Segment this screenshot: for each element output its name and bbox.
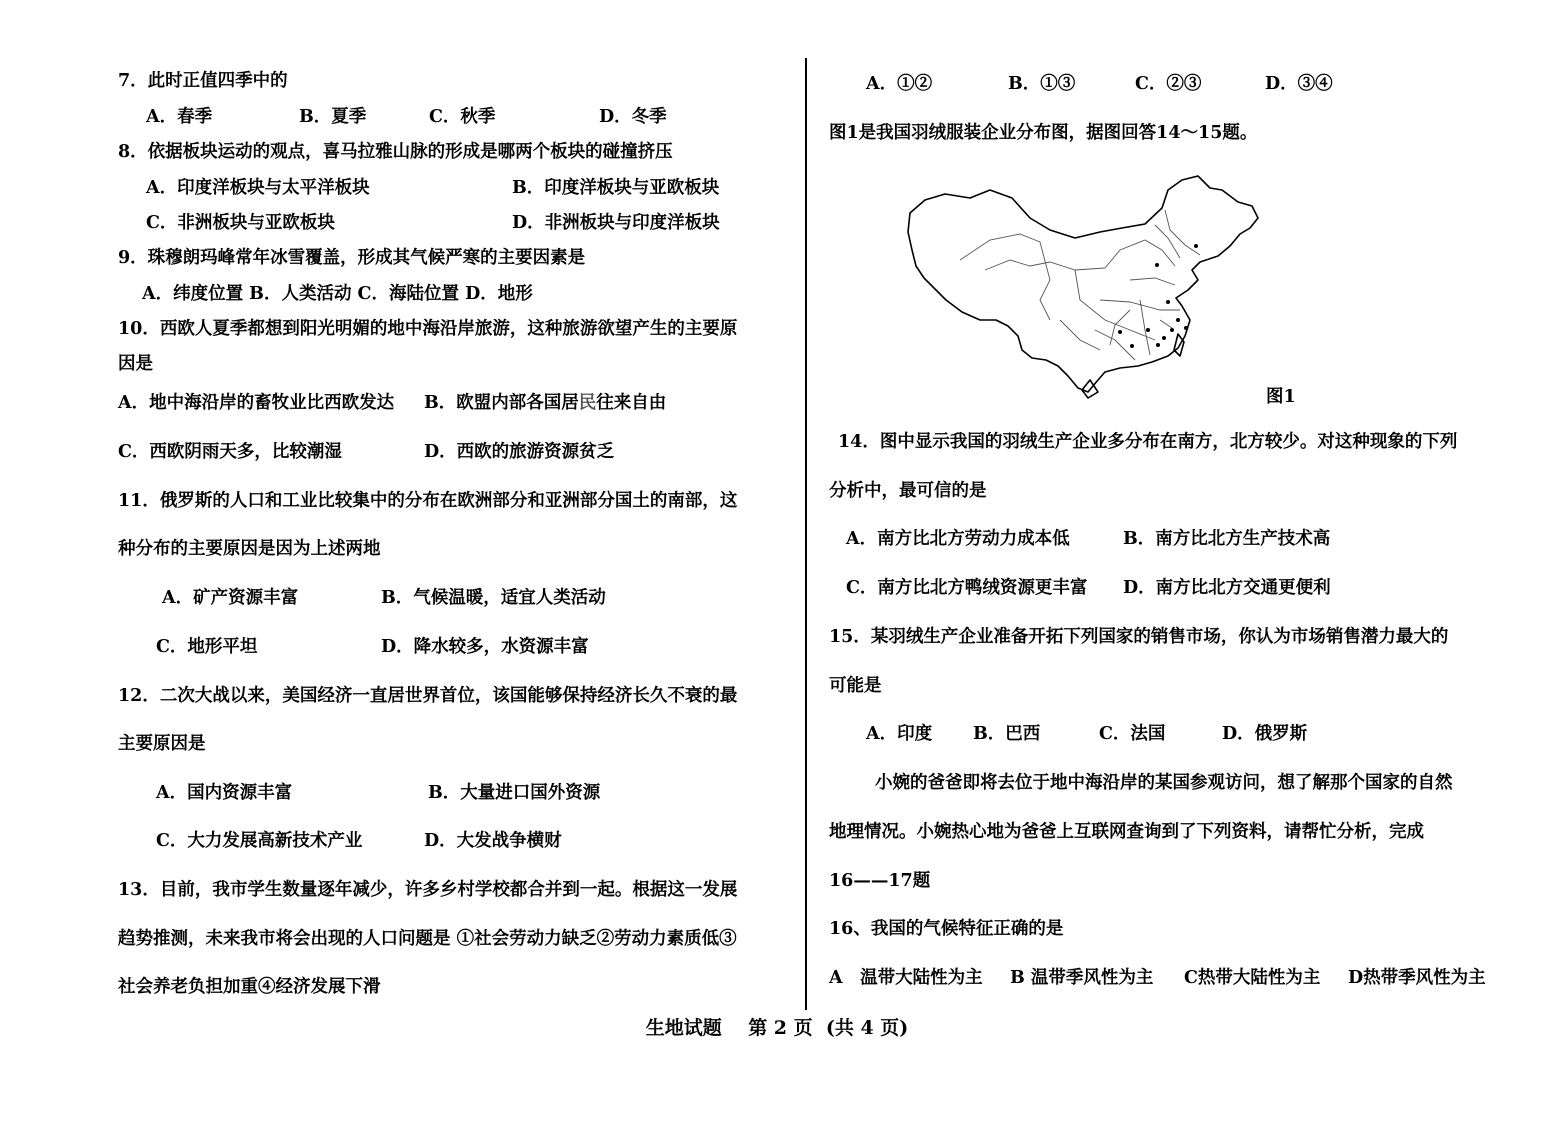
q10-option-c: C．西欧阴雨天多，比较潮湿: [118, 442, 342, 462]
q13-option-b: B．①③: [1008, 74, 1076, 94]
q16-stem: 16、我国的气候特征正确的是: [829, 919, 1064, 939]
q14-intro: 图1是我国羽绒服装企业分布图，据图回答14～15题。: [829, 123, 1258, 143]
q16-option-a: A 温带大陆性为主: [829, 968, 983, 988]
q15-option-b: B．巴西: [973, 724, 1041, 744]
q11-option-a: A．矿产资源丰富: [162, 588, 299, 608]
q15-stem-line2: 可能是: [829, 676, 882, 696]
q11-option-c: C．地形平坦: [156, 637, 258, 657]
q7-stem: 7．此时正值四季中的: [118, 71, 288, 91]
q12-stem-line2: 主要原因是: [118, 734, 206, 754]
q12-option-c: C．大力发展高新技术产业: [156, 831, 363, 851]
q7-option-b: B．夏季: [299, 107, 367, 127]
q11-stem-line2: 种分布的主要原因是因为上述两地: [118, 539, 381, 559]
q12-stem-line1: 12．二次大战以来，美国经济一直居世界首位，该国能够保持经济长久不衰的最: [118, 686, 738, 706]
q10-option-d: D．西欧的旅游资源贫乏: [424, 442, 615, 462]
q16-intro-line1: 小婉的爸爸即将去位于地中海沿岸的某国参观访问，想了解那个国家的自然: [875, 773, 1453, 793]
q8-option-b: B．印度洋板块与亚欧板块: [512, 178, 720, 198]
q12-option-b: B．大量进口国外资源: [428, 783, 601, 803]
q16-intro-line2: 地理情况。小婉热心地为爸爸上互联网查询到了下列资料，请帮忙分析，完成: [829, 822, 1424, 842]
q16-option-c: C热带大陆性为主: [1184, 968, 1321, 988]
q16-option-b: B 温带季风性为主: [1010, 968, 1154, 988]
q10-option-b-part3: 往来自由: [596, 393, 667, 413]
q12-option-d: D．大发战争横财: [424, 831, 562, 851]
column-divider: [805, 58, 807, 1010]
q9-stem: 9．珠穆朗玛峰常年冰雪覆盖，形成其气候严寒的主要因素是: [118, 248, 586, 268]
q13-option-c: C．②③: [1135, 74, 1202, 94]
q13-option-d: D．③④: [1265, 74, 1333, 94]
q14-option-d: D．南方比北方交通更便利: [1123, 578, 1331, 598]
q14-stem-line2: 分析中，最可信的是: [829, 481, 987, 501]
q15-option-c: C．法国: [1099, 724, 1166, 744]
q16-option-d: D热带季风性为主: [1348, 968, 1486, 988]
q15-option-a: A．印度: [866, 724, 933, 744]
q8-option-a: A．印度洋板块与太平洋板块: [146, 178, 370, 198]
q14-option-b: B．南方比北方生产技术高: [1123, 529, 1331, 549]
q8-option-d: D．非洲板块与印度洋板块: [512, 213, 720, 233]
q10-option-a: A．地中海沿岸的畜牧业比西欧发达: [118, 393, 395, 413]
footer-subject: 生地试题: [645, 1017, 722, 1039]
q8-option-c: C．非洲板块与亚欧板块: [146, 213, 335, 233]
q14-option-a: A．南方比北方劳动力成本低: [846, 529, 1070, 549]
q15-stem-line1: 15．某羽绒生产企业准备开拓下列国家的销售市场，你认为市场销售潜力最大的: [829, 627, 1449, 647]
q8-stem: 8．依据板块运动的观点，喜马拉雅山脉的形成是哪两个板块的碰撞挤压: [118, 142, 673, 162]
q10-stem-line1: 10．西欧人夏季都想到阳光明媚的地中海沿岸旅游，这种旅游欲望产生的主要原: [118, 319, 738, 339]
q7-option-c: C．秋季: [429, 107, 496, 127]
q15-option-d: D．俄罗斯: [1222, 724, 1308, 744]
q9-options: A．纬度位置 B．人类活动 C．海陆位置 D．地形: [142, 284, 533, 304]
q10-option-b: [424, 392, 666, 414]
china-map-figure: [900, 170, 1262, 402]
q11-option-d: D．降水较多，水资源丰富: [381, 637, 589, 657]
footer-page-number: 第 2 页 (共 4 页): [748, 1017, 909, 1039]
q13-stem-line1: 13．目前，我市学生数量逐年减少，许多乡村学校都合并到一起。根据这一发展: [118, 880, 738, 900]
q13-stem-line3: 社会养老负担加重④经济发展下滑: [118, 977, 381, 997]
q14-stem-line1: 14．图中显示我国的羽绒生产企业多分布在南方，北方较少。对这种现象的下列: [838, 432, 1458, 452]
page-footer: [0, 1016, 1554, 1040]
q7-option-a: A．春季: [146, 107, 213, 127]
q10-stem-line2: 因是: [118, 354, 153, 374]
q16-intro-line3: 16——17题: [829, 871, 931, 891]
q12-option-a: A．国内资源丰富: [156, 783, 293, 803]
q10-option-b-part2: 民: [578, 393, 597, 413]
q11-stem-line1: 11．俄罗斯的人口和工业比较集中的分布在欧洲部分和亚洲部分国土的南部，这: [118, 491, 738, 511]
q11-option-b: B．气候温暖，适宜人类活动: [381, 588, 606, 608]
q13-option-a: A．①②: [866, 74, 933, 94]
q14-option-c: C．南方比北方鸭绒资源更丰富: [846, 578, 1088, 598]
map-caption: 图1: [1266, 387, 1296, 407]
q13-stem-line2: 趋势推测，未来我市将会出现的人口问题是 ①社会劳动力缺乏②劳动力素质低③: [118, 929, 737, 949]
q7-option-d: D．冬季: [599, 107, 667, 127]
q10-option-b-part1: B．欧盟内部各国居: [424, 393, 579, 413]
